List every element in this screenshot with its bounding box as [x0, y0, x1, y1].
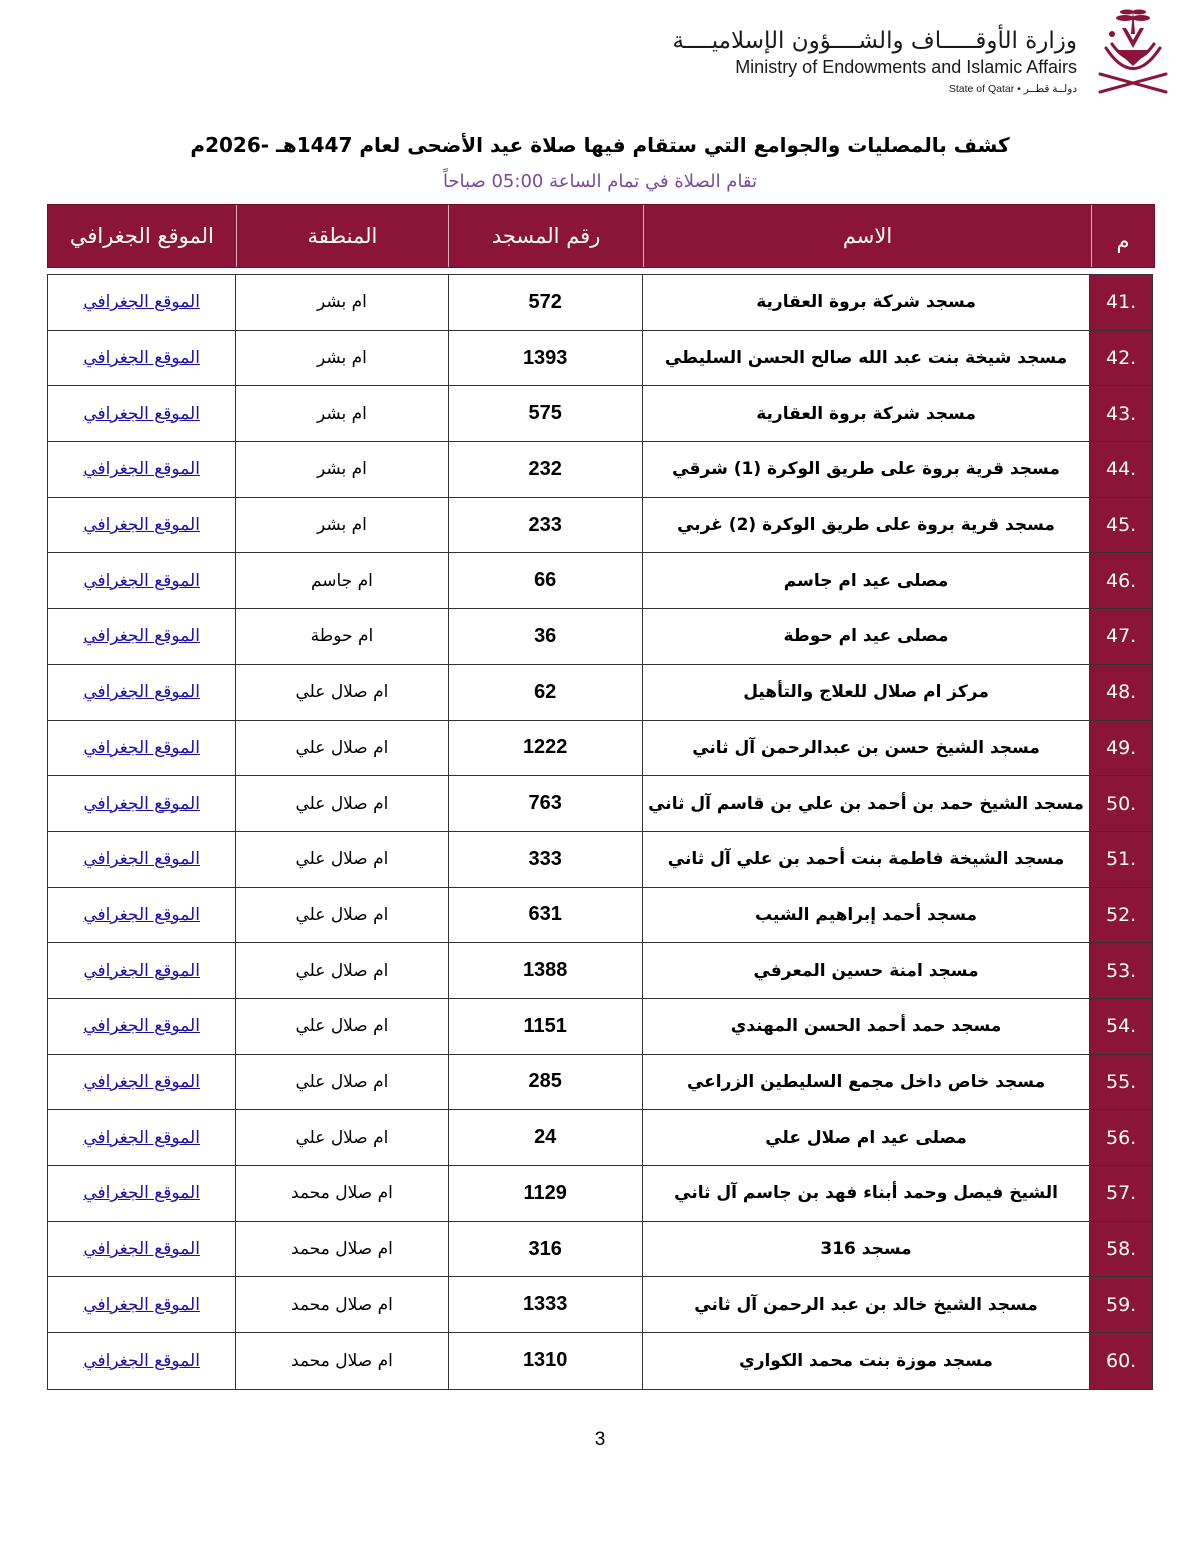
mosque-name: مسجد 316	[642, 1222, 1089, 1277]
mosque-name: مصلى عيد ام صلال علي	[642, 1110, 1089, 1165]
row-number: 46.	[1089, 553, 1152, 608]
mosque-name: مسجد قرية بروة على طريق الوكرة (1) شرقي	[642, 442, 1089, 497]
area-name: ام حوطة	[235, 609, 447, 664]
row-number: 59.	[1089, 1277, 1152, 1332]
mosques-table	[47, 204, 1155, 1390]
mosque-id: 572	[448, 275, 642, 330]
area-name: ام صلال علي	[235, 721, 447, 776]
row-number: 51.	[1089, 832, 1152, 887]
location-link[interactable]: الموقع الجغرافي	[83, 403, 200, 424]
area-name: ام صلال علي	[235, 832, 447, 887]
table-header-row	[47, 204, 1155, 268]
row-number: 47.	[1089, 609, 1152, 664]
mosque-id: 316	[448, 1222, 642, 1277]
area-name: ام بشر	[235, 386, 447, 441]
mosque-id: 1310	[448, 1333, 642, 1389]
table-row	[48, 665, 1152, 721]
location-link[interactable]: الموقع الجغرافي	[83, 626, 200, 647]
mosque-id: 1388	[448, 943, 642, 998]
row-number: 45.	[1089, 498, 1152, 553]
qatar-emblem-icon	[1092, 4, 1174, 98]
location-link[interactable]: الموقع الجغرافي	[83, 1294, 200, 1315]
table-row	[48, 609, 1152, 665]
location-cell	[48, 1166, 235, 1221]
location-cell	[48, 1055, 235, 1110]
table-row	[48, 442, 1152, 498]
mosque-name: مسجد شيخة بنت عبد الله صالح الحسن السليطي	[642, 331, 1089, 386]
mosque-name: مصلى عيد ام حوطة	[642, 609, 1089, 664]
row-number: 44.	[1089, 442, 1152, 497]
table-row	[48, 776, 1152, 832]
table-row	[48, 1333, 1152, 1389]
location-cell	[48, 776, 235, 831]
area-name: ام بشر	[235, 442, 447, 497]
location-cell	[48, 331, 235, 386]
location-cell	[48, 553, 235, 608]
mosque-name: مركز ام صلال للعلاج والتأهيل	[642, 665, 1089, 720]
location-cell	[48, 721, 235, 776]
mosque-name: مسجد الشيخة فاطمة بنت أحمد بن علي آل ثاني	[642, 832, 1089, 887]
mosque-name: مسجد خاص داخل مجمع السليطين الزراعي	[642, 1055, 1089, 1110]
table-row	[48, 275, 1152, 331]
area-name: ام صلال علي	[235, 1055, 447, 1110]
area-name: ام بشر	[235, 498, 447, 553]
area-name: ام صلال محمد	[235, 1222, 447, 1277]
row-number: 55.	[1089, 1055, 1152, 1110]
row-number: 49.	[1089, 721, 1152, 776]
area-name: ام صلال علي	[235, 1110, 447, 1165]
location-link[interactable]: الموقع الجغرافي	[83, 570, 200, 591]
location-link[interactable]: الموقع الجغرافي	[83, 1239, 200, 1260]
location-link[interactable]: الموقع الجغرافي	[83, 515, 200, 536]
table-row	[48, 1166, 1152, 1222]
area-name: ام صلال علي	[235, 888, 447, 943]
mosque-name: مسجد شركة بروة العقارية	[642, 386, 1089, 441]
mosque-name: مسجد موزة بنت محمد الكواري	[642, 1333, 1089, 1389]
area-name: ام صلال محمد	[235, 1166, 447, 1221]
area-name: ام بشر	[235, 275, 447, 330]
area-name: ام بشر	[235, 331, 447, 386]
row-number: 48.	[1089, 665, 1152, 720]
location-link[interactable]: الموقع الجغرافي	[83, 348, 200, 369]
table-row	[48, 943, 1152, 999]
mosque-name: مسجد حمد أحمد الحسن المهندي	[642, 999, 1089, 1054]
location-link[interactable]: الموقع الجغرافي	[83, 682, 200, 703]
row-number: 56.	[1089, 1110, 1152, 1165]
table-row	[48, 553, 1152, 609]
table-body	[47, 274, 1153, 1390]
table-row	[48, 1055, 1152, 1111]
location-cell	[48, 1333, 235, 1389]
ministry-name-arabic: وزارة الأوقـــــاف والشــــؤون الإسلاميــــة	[672, 28, 1077, 54]
location-cell	[48, 1277, 235, 1332]
header-num: م	[1091, 205, 1154, 267]
mosque-id: 233	[448, 498, 642, 553]
mosque-id: 285	[448, 1055, 642, 1110]
table-row	[48, 498, 1152, 554]
row-number: 43.	[1089, 386, 1152, 441]
header-mosque-id: رقم المسجد	[448, 205, 643, 267]
location-link[interactable]: الموقع الجغرافي	[83, 960, 200, 981]
location-link[interactable]: الموقع الجغرافي	[83, 1071, 200, 1092]
row-number: 54.	[1089, 999, 1152, 1054]
location-link[interactable]: الموقع الجغرافي	[83, 292, 200, 313]
area-name: ام صلال محمد	[235, 1333, 447, 1389]
mosque-id: 1129	[448, 1166, 642, 1221]
area-name: ام صلال علي	[235, 943, 447, 998]
location-cell	[48, 832, 235, 887]
location-cell	[48, 888, 235, 943]
mosque-name: مسجد الشيخ حسن بن عبدالرحمن آل ثاني	[642, 721, 1089, 776]
header-name: الاسم	[643, 205, 1091, 267]
location-link[interactable]: الموقع الجغرافي	[83, 1127, 200, 1148]
mosque-id: 1151	[448, 999, 642, 1054]
mosque-id: 333	[448, 832, 642, 887]
row-number: 58.	[1089, 1222, 1152, 1277]
table-row	[48, 1277, 1152, 1333]
header-location: الموقع الجغرافي	[69, 224, 214, 248]
prayer-time-subtitle: تقام الصلاة في تمام الساعة 05:00 صباحاً	[442, 171, 758, 192]
mosque-name: مسجد الشيخ حمد بن أحمد بن علي بن قاسم آل ثاني	[642, 776, 1089, 831]
mosque-id: 631	[448, 888, 642, 943]
mosque-name: مسجد قرية بروة على طريق الوكرة (2) غربي	[642, 498, 1089, 553]
row-number: 50.	[1089, 776, 1152, 831]
table-row	[48, 1222, 1152, 1278]
location-link[interactable]: الموقع الجغرافي	[83, 1016, 200, 1037]
row-number: 57.	[1089, 1166, 1152, 1221]
location-link[interactable]: الموقع الجغرافي	[83, 1350, 200, 1371]
page-number: 3	[594, 1429, 606, 1450]
mosque-id: 62	[448, 665, 642, 720]
table-row	[48, 721, 1152, 777]
table-row	[48, 386, 1152, 442]
mosque-name: الشيخ فيصل وحمد أبناء فهد بن جاسم آل ثاني	[642, 1166, 1089, 1221]
mosque-id: 36	[448, 609, 642, 664]
mosque-name: مسجد الشيخ خالد بن عبد الرحمن آل ثاني	[642, 1277, 1089, 1332]
location-link[interactable]: الموقع الجغرافي	[83, 904, 200, 925]
table-row	[48, 1110, 1152, 1166]
mosque-id: 24	[448, 1110, 642, 1165]
mosque-name: مصلى عيد ام جاسم	[642, 553, 1089, 608]
location-cell	[48, 665, 235, 720]
mosque-name: مسجد امنة حسين المعرفي	[642, 943, 1089, 998]
location-cell	[48, 498, 235, 553]
mosque-id: 66	[448, 553, 642, 608]
location-cell	[48, 386, 235, 441]
location-cell	[48, 609, 235, 664]
mosque-id: 1333	[448, 1277, 642, 1332]
location-link[interactable]: الموقع الجغرافي	[83, 737, 200, 758]
mosque-name: مسجد شركة بروة العقارية	[642, 275, 1089, 330]
location-cell	[48, 275, 235, 330]
location-cell	[48, 442, 235, 497]
location-cell	[48, 999, 235, 1054]
ministry-name-english: Ministry of Endowments and Islamic Affairs	[735, 57, 1077, 77]
area-name: ام صلال علي	[235, 665, 447, 720]
location-link[interactable]: الموقع الجغرافي	[83, 1183, 200, 1204]
row-number: 52.	[1089, 888, 1152, 943]
area-name: ام جاسم	[235, 553, 447, 608]
row-number: 41.	[1089, 275, 1152, 330]
location-link[interactable]: الموقع الجغرافي	[83, 793, 200, 814]
location-cell	[48, 1222, 235, 1277]
mosque-name: مسجد أحمد إبراهيم الشيب	[642, 888, 1089, 943]
table-row	[48, 888, 1152, 944]
table-row	[48, 832, 1152, 888]
location-link[interactable]: الموقع الجغرافي	[83, 849, 200, 870]
area-name: ام صلال علي	[235, 776, 447, 831]
page-title: كشف بالمصليات والجوامع التي ستقام فيها صلاة عيد الأضحى لعام 1447هـ -2026م	[190, 133, 1010, 157]
area-name: ام صلال علي	[235, 999, 447, 1054]
row-number: 60.	[1089, 1333, 1152, 1389]
table-row	[48, 331, 1152, 387]
location-cell	[48, 943, 235, 998]
header-area: المنطقة	[236, 205, 449, 267]
table-row	[48, 999, 1152, 1055]
location-cell	[48, 1110, 235, 1165]
row-number: 53.	[1089, 943, 1152, 998]
state-of-qatar-label: State of Qatar • دولــة قطــر	[948, 83, 1077, 95]
mosque-id: 232	[448, 442, 642, 497]
location-link[interactable]: الموقع الجغرافي	[83, 459, 200, 480]
mosque-id: 763	[448, 776, 642, 831]
mosque-id: 1222	[448, 721, 642, 776]
mosque-id: 575	[448, 386, 642, 441]
area-name: ام صلال محمد	[235, 1277, 447, 1332]
mosque-id: 1393	[448, 331, 642, 386]
row-number: 42.	[1089, 331, 1152, 386]
